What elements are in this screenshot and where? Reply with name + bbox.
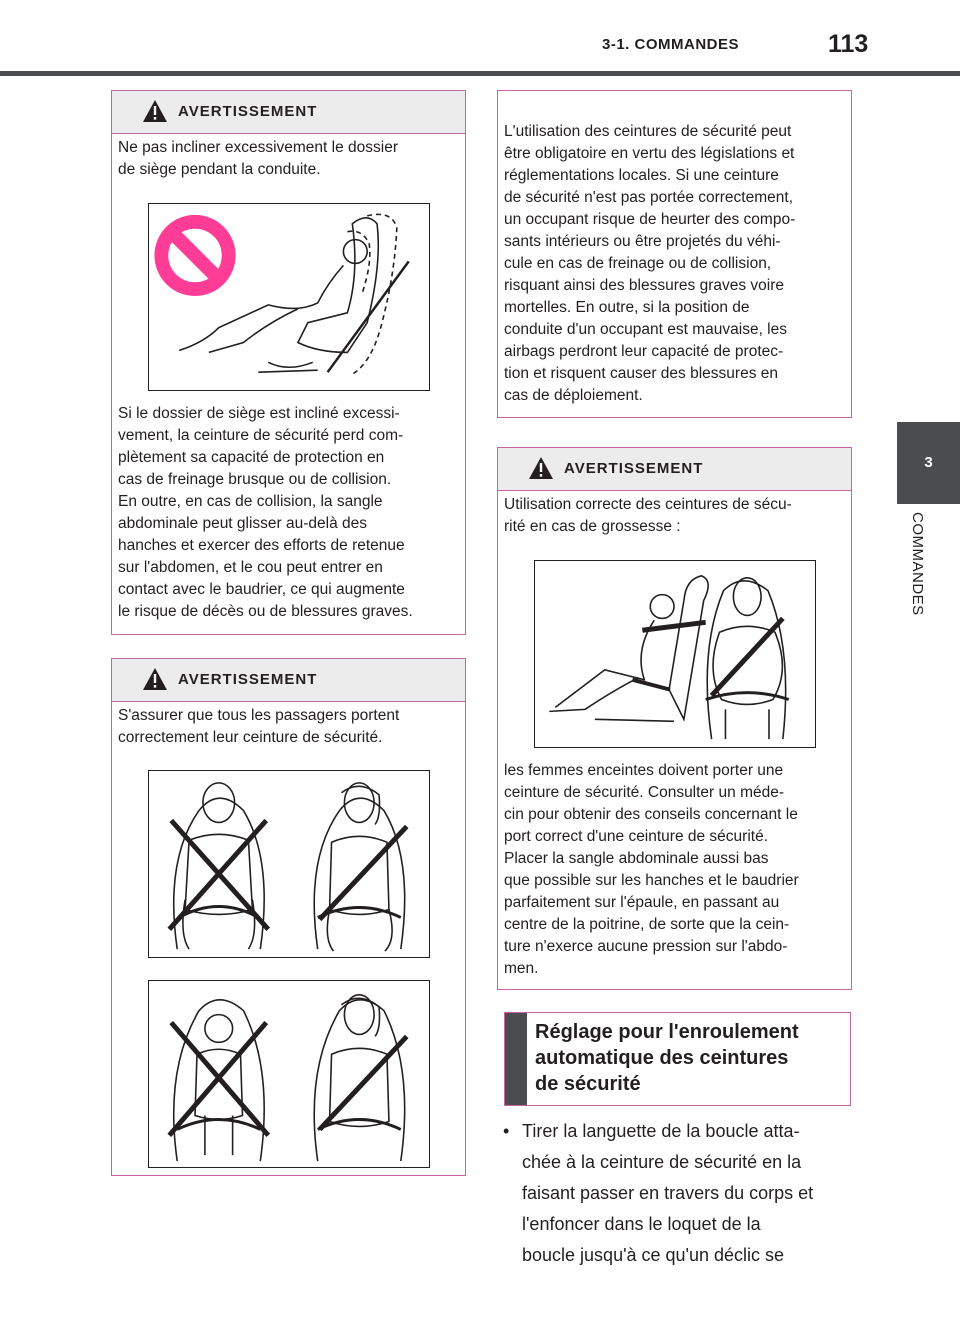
header-rule <box>0 71 960 76</box>
warning-box-pregnancy <box>497 447 852 990</box>
bullet-text: Tirer la languette de la boucle atta- chée à la ceinture de sécurité en la faisant passer en travers du corps et l'enfoncer dans le loquet de la boucle jusqu'à ce qu'un déclic se <box>522 1121 814 1265</box>
warning-title: AVERTISSEMENT <box>178 671 318 688</box>
bullet-mark: • <box>503 1121 510 1141</box>
warning-triangle-icon <box>142 99 168 123</box>
warning-title: AVERTISSEMENT <box>178 103 318 120</box>
warning-triangle-icon <box>142 667 168 691</box>
child-and-adult-illustration <box>148 980 430 1168</box>
section-heading <box>504 1012 851 1106</box>
warning-header <box>112 91 465 134</box>
reclined-seat-illustration <box>148 203 430 391</box>
header-section-title: 3-1. COMMANDES <box>602 36 740 53</box>
warning-box-continued <box>497 90 852 418</box>
warning-triangle-icon <box>528 456 554 480</box>
continued-body: L'utilisation des ceintures de sécurité peut être obligatoire en vertu des législations et réglementations locales. Si une ceinture de sécurité n'est pas portée correctement, un occupant risque de heurter des compo- sants intérieurs ou être projetés du véhi- cule en cas de freinage ou de collision, risquant ainsi des blessures graves voire mortelles. En outre, si la position de conduite d'un occupant est mauvaise, les airbags perdront leur capacité de protec- tion et risquent causer des blessures en cas de déploiement. <box>504 123 796 404</box>
warning-box-recline <box>111 90 466 635</box>
warning-intro: Utilisation correcte des ceintures de sécu- rité en cas de grossesse : <box>504 496 792 535</box>
chapter-label: COMMANDES <box>909 512 926 616</box>
warning-header <box>498 448 851 491</box>
warning-intro: S'assurer que tous les passagers portent correctement leur ceinture de sécurité. <box>118 707 400 746</box>
prohibition-icon <box>161 222 228 289</box>
warning-box-passengers <box>111 658 466 1176</box>
warning-header <box>112 659 465 702</box>
section-heading-bar <box>505 1013 527 1105</box>
page-number: 113 <box>828 30 869 58</box>
chapter-tab: 3 <box>897 422 960 504</box>
warning-body: les femmes enceintes doivent porter une ceinture de sécurité. Consulter un méde- cin pour obtenir des conseils concernant le port correct d'une ceinture de sécurité. Placer la sangle abdominale aussi bas que possible sur les hanches et le baudrier parfaitement sur l'épaule, en passant au centre de la poitrine, de sorte que la cein- ture n'exerce aucune pression sur l'abdo- men. <box>504 762 799 977</box>
section-title: Réglage pour l'enroulement automatique des ceintures de sécurité <box>535 1021 799 1095</box>
warning-body: Si le dossier de siège est incliné excessi- vement, la ceinture de sécurité perd com- plètement sa capacité de protection en cas de freinage brusque ou de collision. En outre, en cas de collision, la sangle abdominale peut glisser au-delà des hanches et exercer des efforts de retenue sur l'abdomen, et le cou peut entrer en contact avec le baudrier, ce qui augmente le risque de décès ou de blessures graves. <box>118 405 413 620</box>
warning-intro: Ne pas incliner excessivement le dossier de siège pendant la conduite. <box>118 139 398 178</box>
warning-title: AVERTISSEMENT <box>564 460 704 477</box>
pregnant-passenger-illustration <box>534 560 816 748</box>
adult-passengers-illustration <box>148 770 430 958</box>
